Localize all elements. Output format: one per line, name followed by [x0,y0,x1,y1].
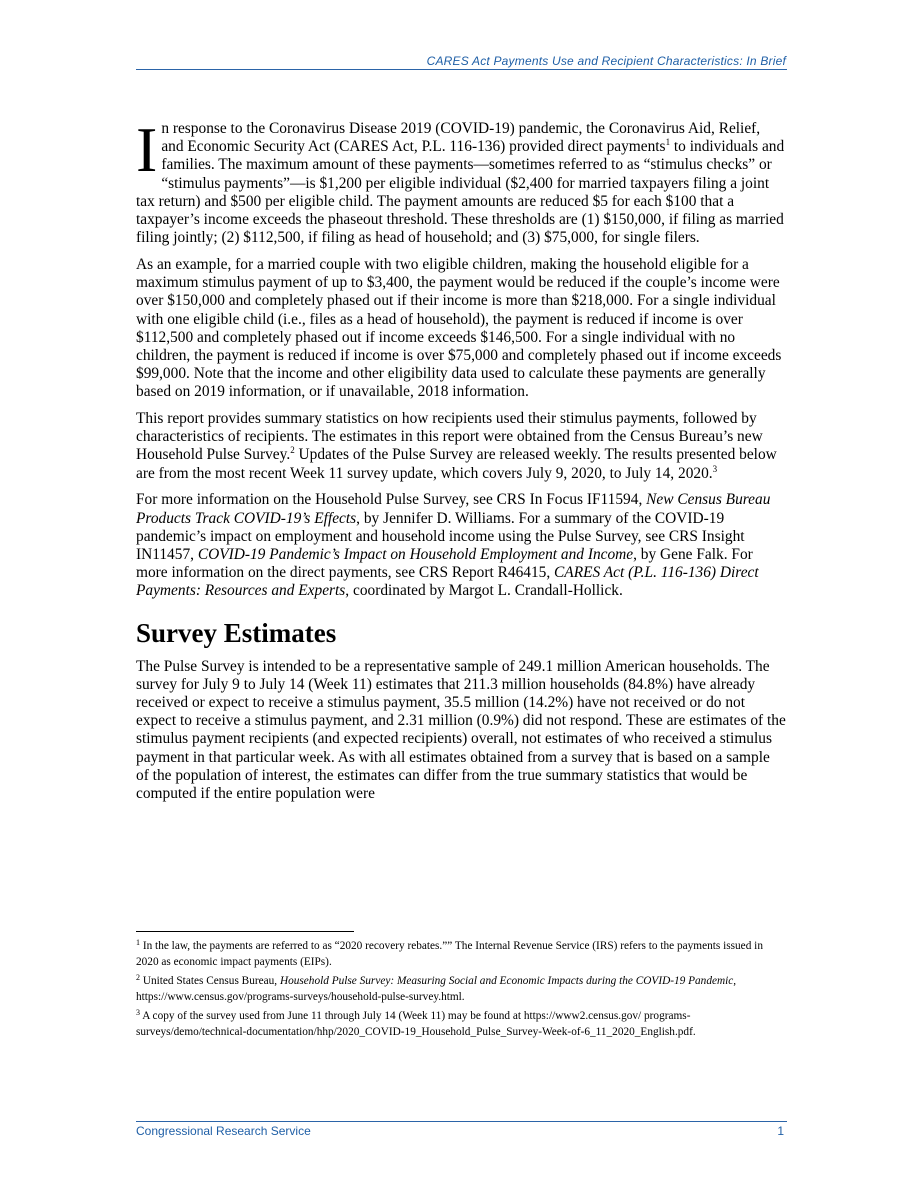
section-heading: Survey Estimates [136,617,337,648]
footnote-ref-1[interactable]: 1 [665,137,671,148]
report-title-in11457: COVID-19 Pandemic’s Impact on Household Employment and Income [197,545,634,563]
footer-publisher: Congressional Research Service [136,1124,311,1138]
footnote-ref-2[interactable]: 2 [290,445,295,456]
report-title-if11594: New Census Bureau Products Track COVID-19’s Effects [136,491,771,527]
footnote-3: $^3$ A copy of the survey used from June 11 through July 14 (Week 11) may be found at https://www2.census.gov/ programs-surveys/demo/technical-documentation/hhp/2020_COVID-19_Household_Pulse_Survey-Week-of-6_11_2020_English.pdf. [136,1008,696,1038]
report-body [136,114,786,812]
footnotes [136,938,788,1043]
footnote-divider [136,931,354,932]
summary-paragraph: This report provides summary statistics on how recipients used their stimulus payments, followed by characteristics of recipients. The estimates in this report were obtained from the Census Bureau’s new Household Pulse Survey.$^2$ Updates of the Pulse Survey are released weekly. The results presented below are from the most recent Week 11 survey update, which covers July 9, 2020, to July 14, 2020.$^3$ [136,410,777,482]
example-paragraph: As an example, for a married couple with two eligible children, making the household eligible for a maximum stimulus payment of up to $3,400, the payment would be reduced if the couple’s income were over $150,000 and completely phased out if their income is more than $218,000. For a single individual with one eligible child (i.e., files as a head of household), the payment is reduced if income is over $112,500 and completely phased out if income exceeds $146,500. For a single individual with no children, the payment is reduced if income is over $75,000 and completely phased out if income exceeds $99,000. Note that the income and other eligibility data used to calculate these payments are generally based on 2019 information, or if unavailable, 2018 information. [136,255,782,401]
survey-paragraph: The Pulse Survey is intended to be a representative sample of 249.1 million American households. The survey for July 9 to July 14 (Week 11) estimates that 211.3 million households (84.8%) have already received or expect to receive a stimulus payment, 35.5 million (14.2%) have not received or do not expect to receive a stimulus payment, and 2.31 million (0.9%) did not respond. These are estimates of the stimulus payment recipients (and expected recipients) overall, not estimates of who received a stimulus payment in that particular week. As with all estimates obtained from a survey that is based on a sample of the population of interest, the estimates can differ from the true summary statistics that would be computed if the entire population were [136,657,786,802]
intro-paragraph: In response to the Coronavirus Disease 2019 (COVID-19) pandemic, the Coronavirus Aid, Relief, and Economic Security Act (CARES Act, P.L. 116-136) provided direct payments$^1$ to individuals and families. The maximum amount of these payments—sometimes referred to as “stimulus checks” or “stimulus payments”—is $1,200 per eligible individual ($2,400 for married taxpayers filing a joint tax return) and $500 per eligible child. The payment amounts are reduced $5 for each $100 that a taxpayer’s income exceeds the phaseout threshold. These thresholds are (1) $150,000, if filing as married filing jointly; (2) $112,500, if filing as head of household; and (3) $75,000, for single filers. [136,114,785,247]
footer-rule [136,1121,787,1122]
running-header-title: CARES Act Payments Use and Recipient Characteristics: In Brief [426,54,786,68]
footnote-1: $^1$ In the law, the payments are referred to as “2020 recovery rebates.”” The Internal Revenue Service (IRS) refers to the payments issued in 2020 as economic impact payments (EIPs). [136,938,763,968]
page-number: 1 [777,1124,784,1138]
header-rule [136,69,787,70]
report-title-r46415: CARES Act (P.L. 116-136) Direct Payments: Resources and Experts [136,564,759,600]
more-info-paragraph: For more information on the Household Pulse Survey, see CRS In Focus IF11594, New Census Bureau Products Track COVID-19’s Effects, by Jennifer D. Williams. For a summary of the COVID-19 pandemic’s impact on employment and household income using the Pulse Survey, see CRS Insight IN11457, COVID-19 Pandemic’s Impact on Household Employment and Income, by Gene Falk. For more information on the direct payments, see CRS Report R46415, CARES Act (P.L. 116-136) Direct Payments: Resources and Experts, coordinated by Margot L. Crandall-Hollick. [136,491,771,600]
footnote-2: $^2$ United States Census Bureau, Household Pulse Survey: Measuring Social and Economic Impacts during the COVID-19 Pandemic, https://www.census.gov/programs-surveys/household-pulse-survey.html. [136,973,737,1003]
footnote-ref-3[interactable]: 3 [712,463,718,474]
drop-cap: I [136,114,158,185]
